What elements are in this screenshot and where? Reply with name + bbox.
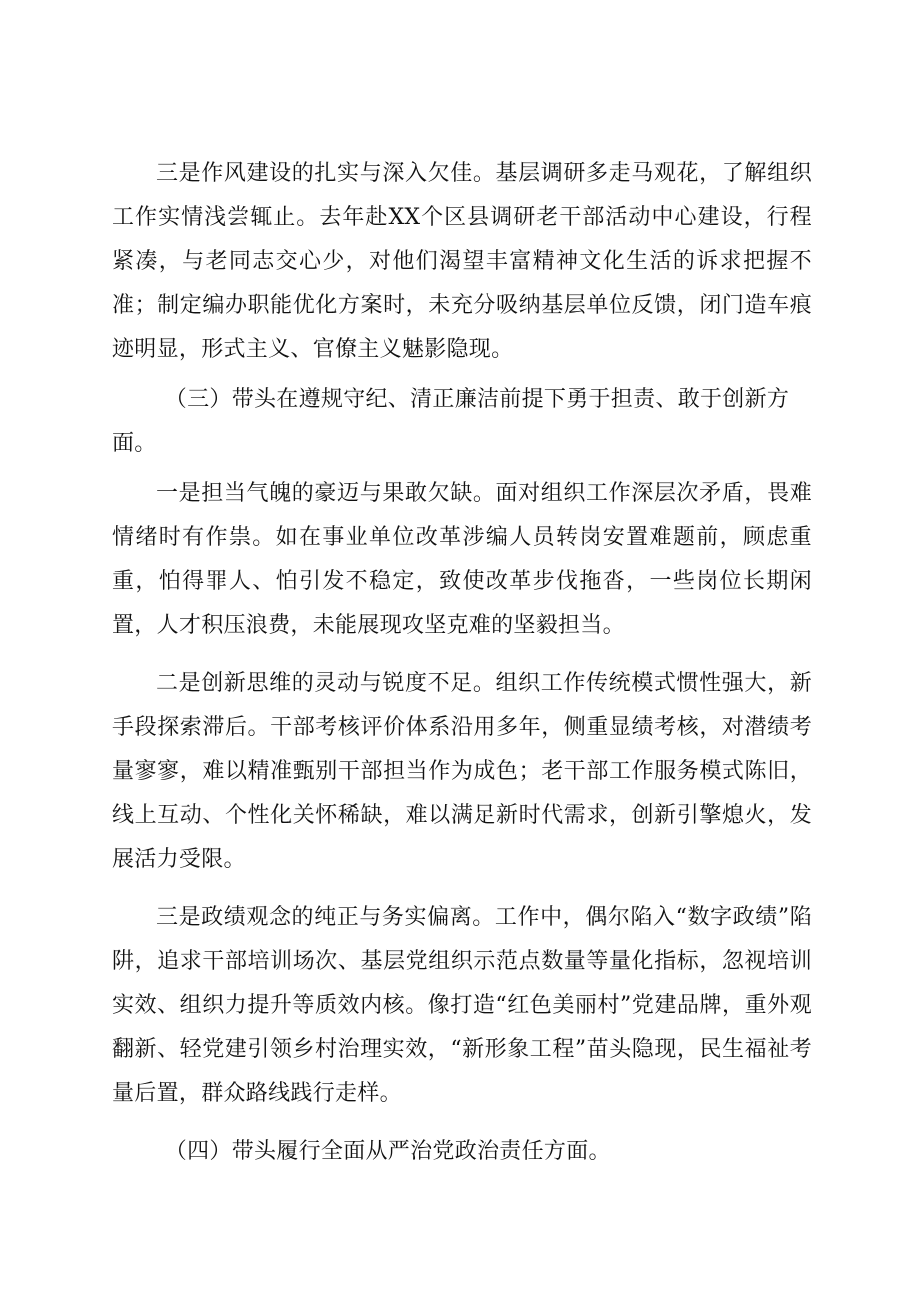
paragraph-innovation: 二是创新思维的灵动与锐度不足。组织工作传统模式惯性强大，新手段探索滞后。干部考核评价体系沿用多年，侧重显绩考核，对潜绩考量寥寥，难以精准甄别干部担当作为成色；老干部工作服务模式陈旧，线上互动、个性化关怀稀缺，难以满足新时代需求，创新引擎熄火，发展活力受限。 (112, 671, 812, 872)
document-body (112, 152, 812, 1174)
paragraph-performance-view: 三是政绩观念的纯正与务实偏离。工作中，偶尔陷入“数字政绩”陷阱，追求干部培训场次、基层党组织示范点数量等量化指标，忽视培训实效、组织力提升等质效内核。像打造“红色美丽村”党建品牌，重外观翻新、轻党建引领乡村治理实效，“新形象工程”苗头隐现，民生福祉考量后置，群众路线践行走样。 (112, 905, 812, 1106)
paragraph-work-style: 三是作风建设的扎实与深入欠佳。基层调研多走马观花，了解组织工作实情浅尝辄止。去年赴XX个区县调研老干部活动中心建设，行程紧凑，与老同志交心少，对他们渴望丰富精神文化生活的诉求把握不准；制定编办职能优化方案时，未充分吸纳基层单位反馈，闭门造车痕迹明显，形式主义、官僚主义魅影隐现。 (112, 161, 812, 362)
section-heading-three: （三）带头在遵规守纪、清正廉洁前提下勇于担责、敢于创新方面。 (112, 387, 790, 456)
section-heading-four: （四）带头履行全面从严治党政治责任方面。 (164, 1139, 611, 1164)
paragraph-responsibility: 一是担当气魄的豪迈与果敢欠缺。面对组织工作深层次矛盾，畏难情绪时有作祟。如在事业单位改革涉编人员转岗安置难题前，顾虑重重，怕得罪人、怕引发不稳定，致使改革步伐拖沓，一些岗位长期闲置，人才积压浪费，未能展现攻坚克难的坚毅担当。 (112, 481, 812, 638)
